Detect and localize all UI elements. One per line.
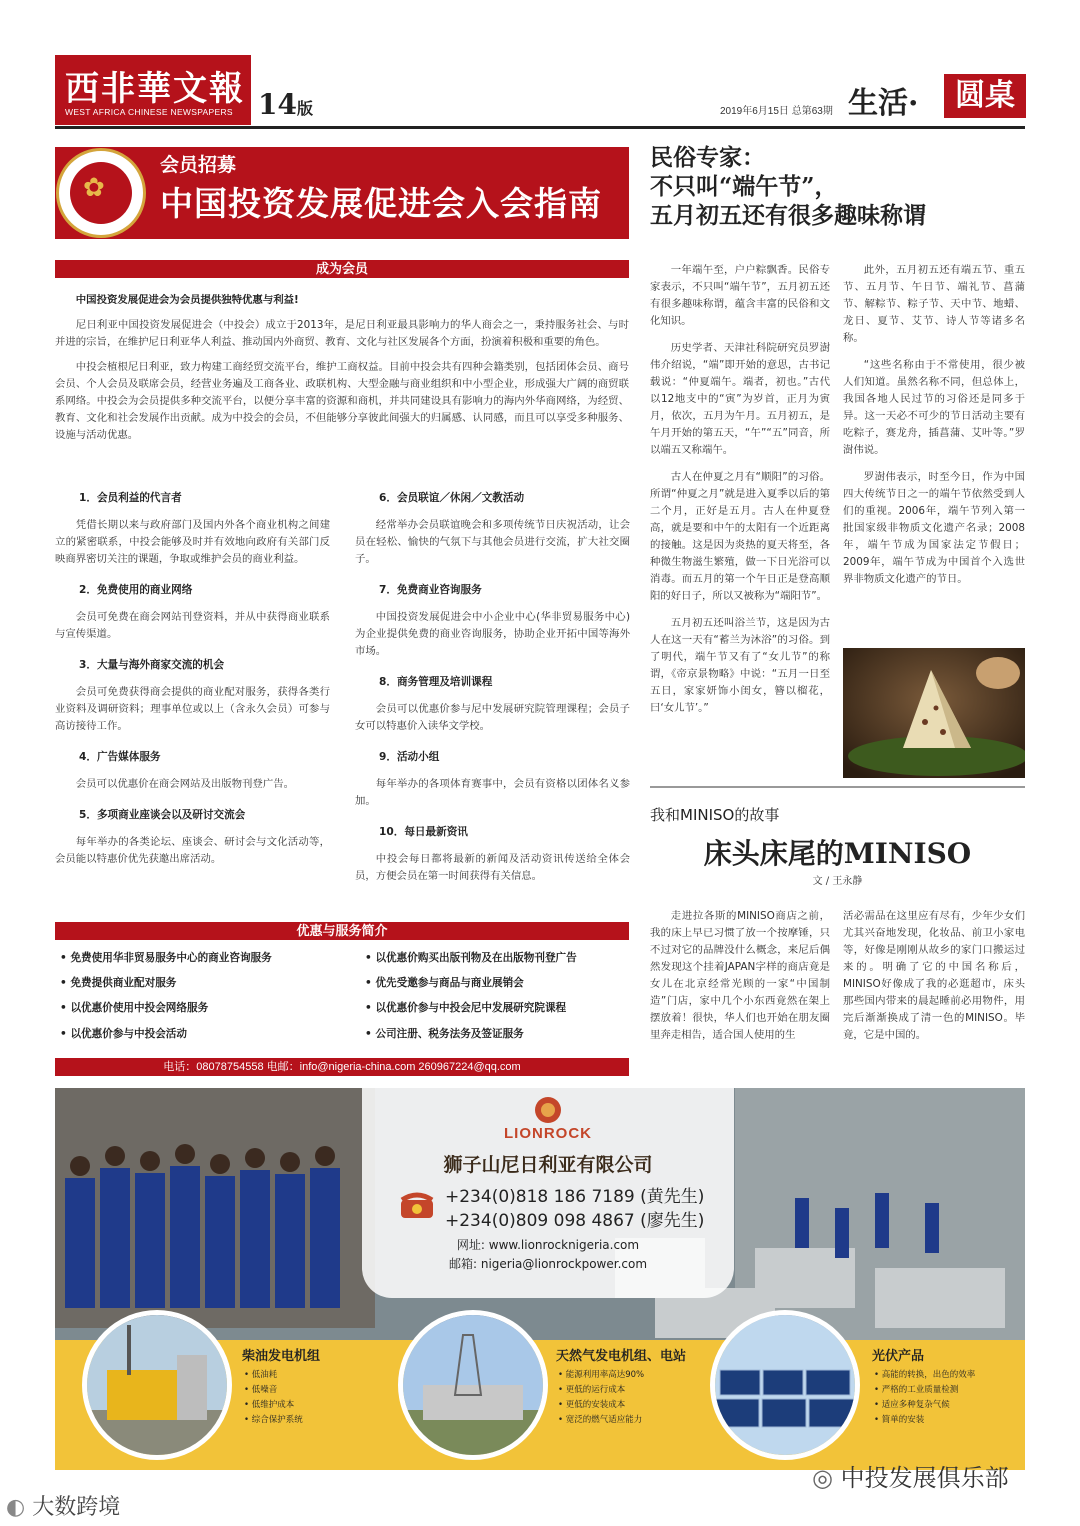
product-feature: • 低噪音 <box>244 1383 303 1398</box>
folk-article-title <box>650 143 1030 230</box>
service-heading: 5．多项商业座谈会以及研讨交流会 <box>79 809 246 821</box>
product-feature: • 更低的运行成本 <box>558 1383 644 1398</box>
gas-plant-photo <box>398 1310 548 1460</box>
folk-title-line: 五月初五还有很多趣味称谓 <box>650 202 926 229</box>
miniso-paragraph: 活必需品在这里应有尽有，少年少女们尤其兴奋地发现，化妆品、前卫小家电等，好像是刚刚从故乡的家门口搬运过来的。明确了它的中国名称后，MINISO好像成了我的必逛超市，床头那些国内带来的晨起睡前必用物件，用完后渐渐换成了清一色的MINISO。毕竟，它是中国的。 <box>843 910 1025 1041</box>
product-feature: • 更低的安装成本 <box>558 1398 644 1413</box>
product-feature: • 严格的工业质量检测 <box>874 1383 975 1398</box>
section-name: 生活· <box>848 86 919 121</box>
service-heading: 1．会员利益的代言者 <box>79 492 182 504</box>
intro-paragraph: 尼日利亚中国投资发展促进会（中投会）成立于2013年，是尼日利亚最具影响力的华人商会之一，秉持服务社会、与时并进的宗旨，在维护尼日利亚华人利益、推动国内外商贸、教育、文化与社区发展各个方面，扮演着积极和重要的角色。 <box>55 319 629 348</box>
association-seal-icon: ✿ <box>56 148 146 238</box>
product-feature: • 高能的转换，出色的效率 <box>874 1368 975 1383</box>
product-title: 光伏产品 <box>872 1349 925 1364</box>
folk-column-1 <box>650 262 830 727</box>
service-heading: 6．会员联谊／休闲／文教活动 <box>379 492 525 504</box>
service-heading: 3．大量与海外商家交流的机会 <box>79 659 225 671</box>
membership-intro <box>55 292 629 452</box>
watermark-logo-icon: ◐ <box>6 1495 33 1520</box>
contact-bar: 电话：08078754558 电邮：info@nigeria-china.com 260967224@qq.com <box>55 1058 629 1076</box>
masthead-cn: 西非華文報 <box>65 69 245 109</box>
masthead-en: WEST AFRICA CHINESE NEWSPAPERS <box>65 107 233 117</box>
product-feature: • 综合保护系统 <box>244 1413 303 1428</box>
service-text: 会员可免费在商会网站刊登资料，并从中获得商业联系与宣传渠道。 <box>55 611 330 640</box>
miniso-kicker: 我和MINISO的故事 <box>650 806 780 824</box>
service-text: 每年举办的各类论坛、座谈会、研讨会与文化活动等，会员能以特惠价优先获邀出席活动。 <box>55 836 330 865</box>
folk-paragraph: 五月初五还叫浴兰节，这是因为古人在这一天有“蓄兰为沐浴”的习俗。到了明代，端午节又有了“女儿节”的称谓，《帝京景物略》中说：“五月一日至五日，家家妍饰小闺女，簪以榴花，曰‘女儿节’。” <box>650 617 830 714</box>
service-text: 会员可免费获得商会提供的商业配对服务，获得各类行业资料及调研资料；理事单位或以上（含永久会员）可参与高访接待工作。 <box>55 686 330 732</box>
service-text: 会员可以优惠价在商会网站及出版物刊登广告。 <box>75 778 294 790</box>
masthead-logo <box>55 55 251 125</box>
zongzi-photo <box>843 648 1025 778</box>
solar-panel-photo <box>710 1310 860 1460</box>
product-feature: • 低维护成本 <box>244 1398 303 1413</box>
services-right-column <box>355 490 630 899</box>
benefit-item: • 以优惠价使用中投会网络服务 <box>60 1002 209 1014</box>
watermark-left <box>6 1490 120 1521</box>
service-text: 会员可以优惠价参与尼中发展研究院管理课程；会员子女可以特惠价入读华文学校。 <box>355 703 630 732</box>
benefit-item: • 免费提供商业配对服务 <box>60 977 177 989</box>
services-left-column <box>55 490 330 882</box>
ad-website: 网址: www.lionrocknigeria.com <box>456 1238 640 1252</box>
product-features <box>874 1368 975 1428</box>
watermark-right-text: 中投发展俱乐部 <box>840 1464 1009 1492</box>
product-feature: • 低油耗 <box>244 1368 303 1383</box>
service-text: 凭借长期以来与政府部门及国内外各个商业机构之间建立的紧密联系，中投会能够及时并有效地向政府有关部门反映商界密切关注的课题，争取或维护会员的商业利益。 <box>55 519 330 565</box>
service-heading: 7．免费商业咨询服务 <box>379 584 482 596</box>
ad-phone-2: +234(0)809 098 4867 (廖先生) <box>445 1211 705 1231</box>
become-member-bar: 成为会员 <box>55 260 629 278</box>
ad-email: 邮箱: nigeria@lionrockpower.com <box>448 1257 648 1271</box>
page-number-suffix: 版 <box>296 99 313 118</box>
service-heading: 8．商务管理及培训课程 <box>379 676 493 688</box>
service-text: 中投会每日都将最新的新闻及活动资讯传送给全体会员，方便会员在第一时间获得有关信息。 <box>355 853 630 882</box>
service-heading: 9．活动小组 <box>379 751 440 763</box>
watermark-right <box>812 1458 1009 1493</box>
product-feature: • 能源利用率高达90% <box>558 1368 644 1383</box>
miniso-paragraph: 走进拉各斯的MINISO商店之前，我的床上早已习惯了放一个按摩锤，只不过对它的品牌没什么概念，来尼后偶然发现这个挂着JAPAN字样的商店竟是女儿在北京经常光顾的一家“中国制造”门店，家中几个小东西竟然在架上摆放着！很快，华人们也开始在朋友圈里奔走相告，适合国人使用的生 <box>650 910 830 1041</box>
intro-lead: 中国投资发展促进会为会员提供独特优惠与利益! <box>75 294 299 306</box>
benefit-item: • 以优惠价参与中投会尼中发展研究院课程 <box>365 1002 567 1014</box>
service-text: 每年举办的各项体育赛事中，会员有资格以团体名义参加。 <box>355 778 630 807</box>
miniso-column-2 <box>843 908 1025 1054</box>
page-number-value: 14 <box>258 88 297 121</box>
telephone-icon <box>398 1190 436 1220</box>
miniso-title: 床头床尾的MINISO <box>703 837 972 870</box>
product-title: 天然气发电机组、电站 <box>556 1349 687 1364</box>
page-number <box>258 88 313 121</box>
watermark-left-text: 大数跨境 <box>32 1495 121 1520</box>
issue-date: 2019年6月15日 总第63期 <box>720 106 833 117</box>
diesel-generator-photo <box>82 1310 232 1460</box>
product-title: 柴油发电机组 <box>242 1349 321 1364</box>
folk-column-2 <box>843 262 1025 598</box>
folk-paragraph: 罗澍伟表示，时至今日，作为中国四大传统节日之一的端午节依然受到人们的重视。2006年，端午节列入第一批国家级非物质文化遗产名录；2008年，端午节成为国家法定节假日；2009年，端午节成为中国首个入选世界非物质文化遗产的节日。 <box>843 471 1025 585</box>
service-heading: 10．每日最新资讯 <box>379 826 468 838</box>
product-feature: • 宽泛的燃气适应能力 <box>558 1413 644 1428</box>
intro-paragraph: 中投会植根尼日利亚，致力构建工商经贸交流平台，维护工商权益。目前中投会共有四种会籍类别，包括团体会员、商号会员、个人会员及联席会员，经营业务遍及工商各业、政联机构、大型金融与商业组织和中小型企业，形成强大广阔的商贸联系网络。中投会为会员提供多种交流平台，以便分享丰富的资源和商机，并共同建设具有影响力的海内外华商网络，为经贸、教育、文化和社会发展作出贡献。成为中投会的会员，不但能够分享彼此间强大的归属感、认同感，而且可以享受多种服务、设施与活动优惠。 <box>55 361 629 441</box>
service-text: 中国投资发展促进会中小企业中心(华非贸易服务中心)为企业提供免费的商业咨询服务，协助企业开拓中国等海外市场。 <box>355 611 630 657</box>
ad-phone-1: +234(0)818 186 7189 (黄先生) <box>445 1187 705 1207</box>
folk-paragraph: 古人在仲夏之月有“顺阳”的习俗。所谓“仲夏之月”就是进入夏季以后的第二个月，正好是五月。古人在仲夏登高，就是要和中午的太阳有一个近距离的接触。这是因为炎热的夏天将至，各种微生物滋生繁殖，做一下日光浴可以消毒。而五月的第一个午日正是登高顺阳的好日子，所以又被称为“端阳节”。 <box>650 471 830 602</box>
benefit-item: • 以优惠价购买出版刊物及在出版物刊登广告 <box>365 952 577 964</box>
benefit-item: • 公司注册、税务法务及签证服务 <box>365 1028 524 1040</box>
membership-kicker: 会员招募 <box>160 154 237 176</box>
folk-title-line: 民俗专家： <box>650 144 765 171</box>
folk-paragraph: “这些名称由于不常使用，很少被人们知道。虽然名称不同，但总体上，我国各地人民过节的习俗还是同多于异。这一天必不可少的节日活动主要有吃粽子，赛龙舟，插菖蒲、艾叶等。”罗澍伟说。 <box>843 359 1025 456</box>
benefits-bar: 优惠与服务简介 <box>55 922 629 940</box>
folk-paragraph: 此外，五月初五还有端五节、重五节、五月节、午日节、端礼节、菖蒲节、解粽节、粽子节、天中节、地蜡、龙日、夏节、艾节、诗人节等诸多名称。 <box>843 264 1025 344</box>
miniso-column-1 <box>650 908 830 1054</box>
article-divider <box>650 786 1025 788</box>
folk-title-line: 不只叫“端午节”， <box>650 173 838 200</box>
product-features <box>244 1368 303 1428</box>
folk-paragraph: 历史学者、天津社科院研究员罗澍伟介绍说，“端”即开始的意思，古书记载说：“仲夏端午。端者，初也。”古代以12地支中的“寅”为岁首，正月为寅月，依次，五月为午月。五月初五，是午月开始的第五天，“午”“五”同音，所以端五又称端午。 <box>650 342 830 456</box>
lion-head-icon <box>528 1095 568 1125</box>
service-heading: 4．广告媒体服务 <box>79 751 161 763</box>
membership-title: 中国投资发展促进会入会指南 <box>160 184 602 223</box>
lionrock-logo: LIONROCK <box>504 1125 592 1142</box>
header-rule <box>55 126 1025 129</box>
service-text: 经常举办会员联谊晚会和多项传统节日庆祝活动，让会员在轻松、愉快的气氛下与其他会员进行交流，扩大社交圈子。 <box>355 519 630 565</box>
product-feature: • 简单的安装 <box>874 1413 975 1428</box>
ad-company-name: 狮子山尼日利亚有限公司 <box>443 1154 653 1176</box>
benefit-item: • 免费使用华非贸易服务中心的商业咨询服务 <box>60 952 272 964</box>
benefit-item: • 优先受邀参与商品与商业展销会 <box>365 977 524 989</box>
benefit-item: • 以优惠价参与中投会活动 <box>60 1028 187 1040</box>
service-heading: 2．免费使用的商业网络 <box>79 584 193 596</box>
miniso-byline: 文 / 王永静 <box>812 876 863 887</box>
section-badge: 圆桌 <box>944 74 1026 118</box>
product-feature: • 适应多种复杂气候 <box>874 1398 975 1413</box>
wechat-icon: ◎ <box>812 1464 841 1492</box>
folk-paragraph: 一年端午至，户户粽飘香。民俗专家表示，不只叫“端午节”，五月初五还有很多趣味称谓，蕴含丰富的民俗和文化知识。 <box>650 264 830 327</box>
product-features <box>558 1368 644 1428</box>
